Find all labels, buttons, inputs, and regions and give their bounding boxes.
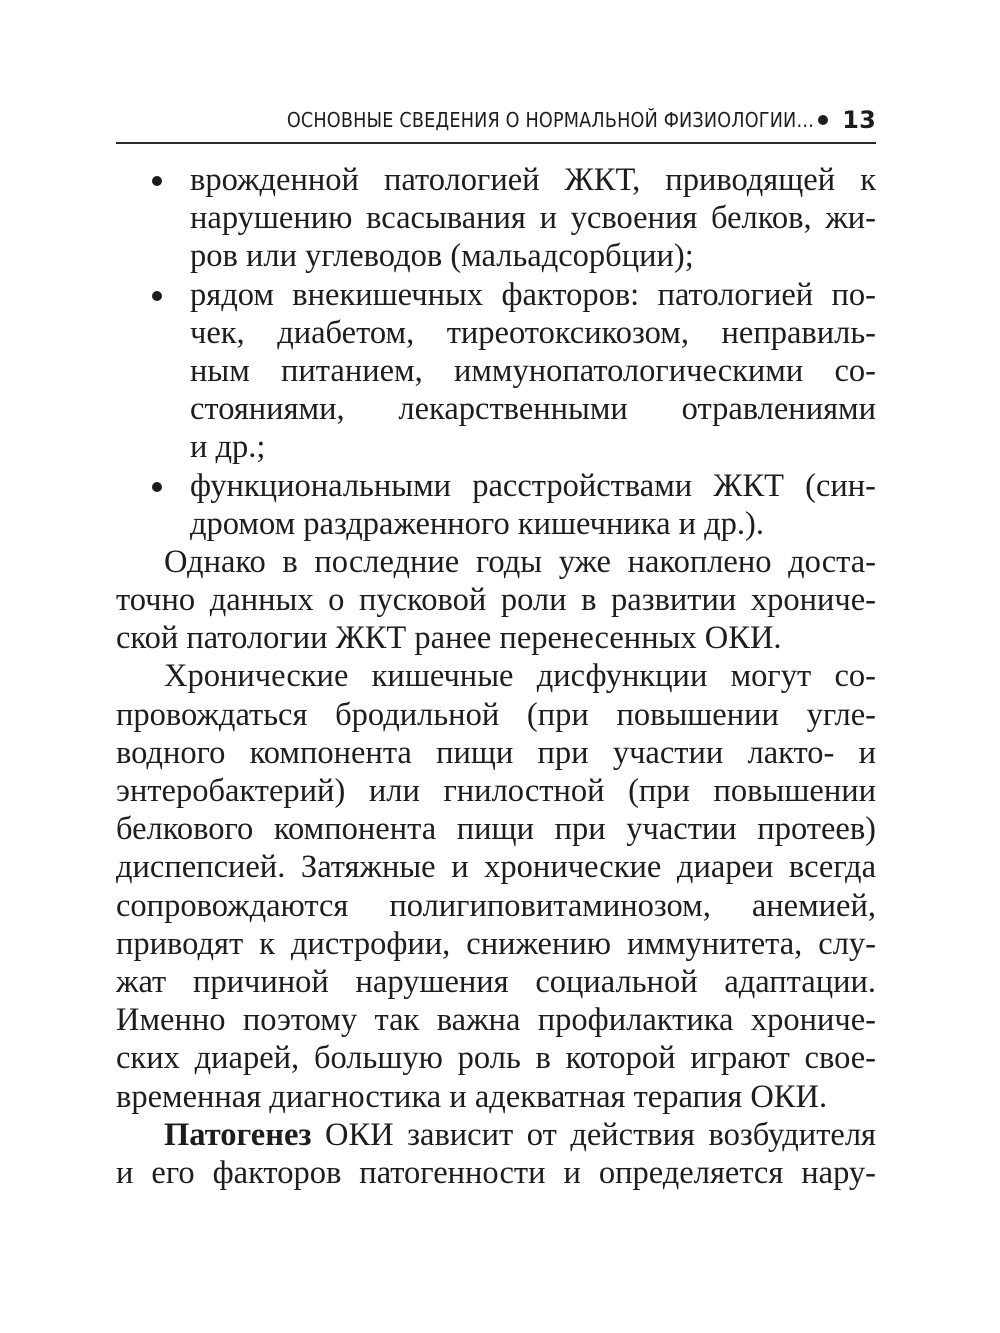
text-line: временная диагностика и адекватная терапия ОКИ. (116, 1078, 828, 1115)
list-item (116, 276, 876, 467)
running-head (116, 98, 876, 144)
text-line: и др.; (190, 429, 266, 466)
paragraph (116, 1116, 876, 1192)
text-line: врожденной патологией ЖКТ, приводящей к (190, 162, 876, 198)
text-line: дромом раздраженного кишечника и др.). (190, 505, 765, 542)
text-line: Хронические кишечные дисфункции могут со- (164, 658, 876, 695)
bullet-icon (152, 482, 162, 492)
paragraph (116, 657, 876, 1115)
text-line: рядом внекишечных факторов: патологией по- (190, 276, 876, 313)
text-line: и его факторов патогенности и определяется нару- (116, 1154, 876, 1191)
text-line: ской патологии ЖКТ ранее перенесенных ОКИ. (116, 620, 782, 657)
text-line: диспепсией. Затяжные и хронические диареи всегда (116, 849, 876, 886)
text-line: чек, диабетом, тиреотоксикозом, неправиль- (190, 314, 876, 351)
text-line: провождаться бродильной (при повышении угле- (116, 696, 876, 733)
text-line: водного компонента пищи при участии лакто- и (116, 734, 876, 771)
text-line: стояниями, лекарственными отравлениями (190, 391, 876, 428)
text-line: белкового компонента пищи при участии протеев) (116, 811, 876, 848)
text-line: жат причиной нарушения социальной адаптации. (116, 963, 876, 1000)
text-line: приводят к дистрофии, снижению иммунитета, слу- (116, 925, 876, 962)
text-line (116, 1116, 876, 1154)
paragraph (116, 543, 876, 658)
page-number: 13 (842, 106, 876, 134)
bold-term: Патогенез (164, 1116, 312, 1153)
text-line: Однако в последние годы уже накоплено доста- (164, 543, 876, 580)
text-line: ров или углеводов (мальадсорбции); (190, 238, 694, 275)
text-line: сопровождаются полигиповитаминозом, анемией, (116, 887, 876, 924)
bullet-icon (152, 176, 162, 186)
list-item (116, 467, 876, 543)
text-line: функциональными расстройствами ЖКТ (син- (190, 467, 876, 504)
running-head-title: ОСНОВНЫЕ СВЕДЕНИЯ О НОРМАЛЬНОЙ ФИЗИОЛОГИИ… (286, 108, 815, 132)
body-text (116, 161, 876, 1192)
bullet-icon (152, 291, 162, 301)
text-line: нарушению всасывания и усвоения белков, жи- (190, 200, 876, 237)
text-line: ным питанием, иммунопатологическими со- (190, 352, 876, 389)
text-line: Именно поэтому так важна профилактика хрониче- (116, 1002, 876, 1039)
separator-dot-icon (818, 115, 828, 125)
text-line: точно данных о пусковой роли в развитии хрониче- (116, 582, 876, 619)
list-item (116, 161, 876, 276)
text-line: энтеробактерий) или гнилостной (при повышении (116, 773, 876, 809)
text-line: ских диарей, большую роль в которой играют свое- (116, 1040, 876, 1077)
text-span: ОКИ зависит от действия возбудителя (311, 1116, 876, 1153)
